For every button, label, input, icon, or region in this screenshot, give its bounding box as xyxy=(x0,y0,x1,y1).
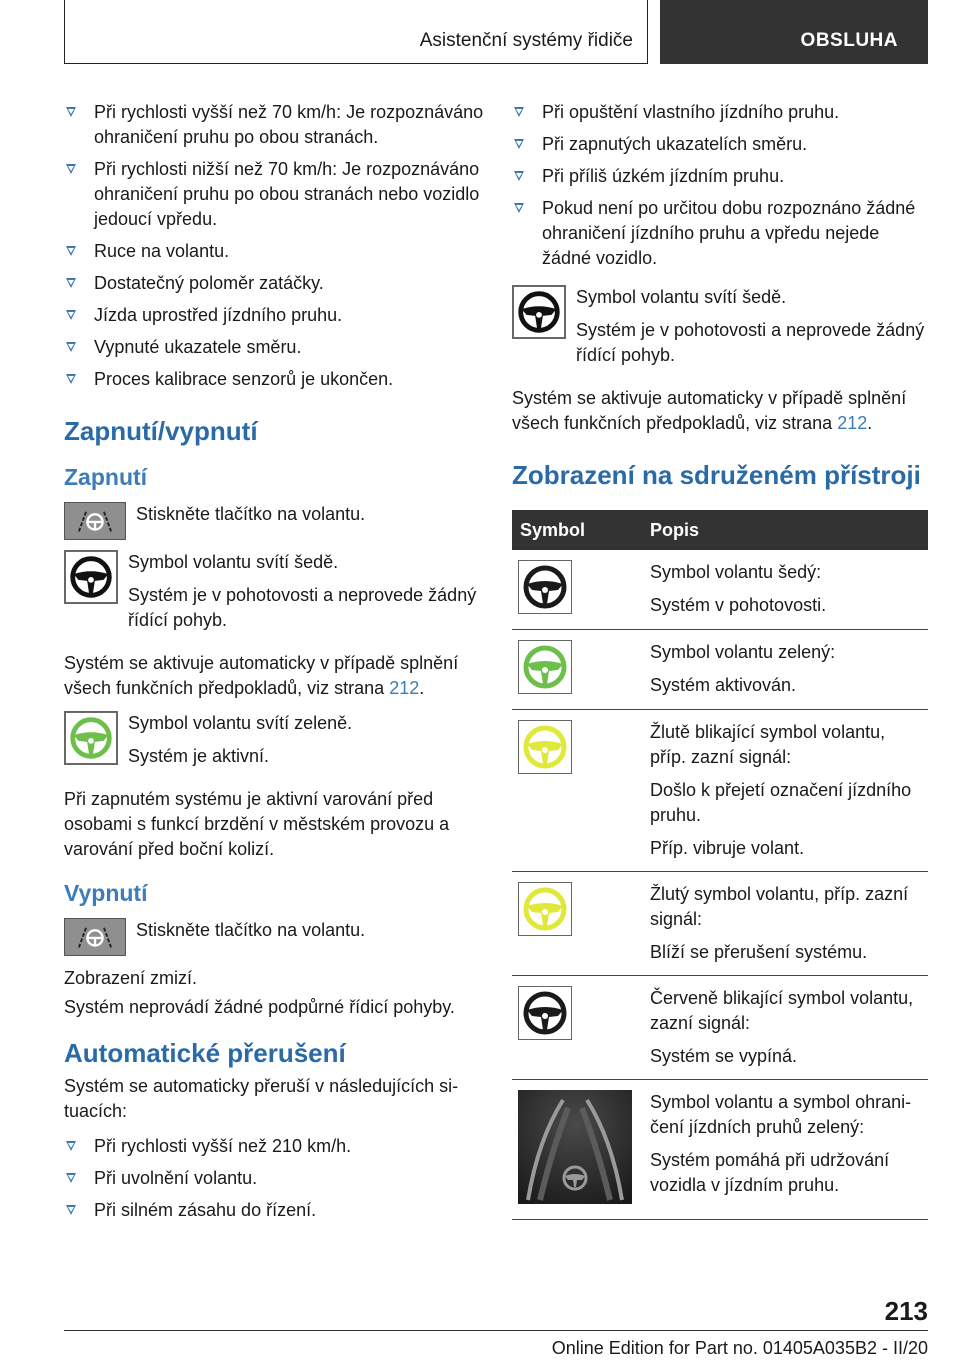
list-item: Ruce na volantu. xyxy=(64,239,484,264)
triangle-bullet-icon xyxy=(66,1173,76,1183)
auto-activation-text: Systém se aktivuje automaticky v případě splnění všech funkčních předpokladů, viz strana 212. xyxy=(64,653,459,698)
symbol-cell xyxy=(512,710,642,872)
steering-wheel-grey-icon xyxy=(512,285,566,339)
list-item: Při opuštění vlastního jízdního pruhu. xyxy=(512,100,928,125)
description-cell: Symbol volantu a symbol ohraničení jízdních pruhů zelený: Systém pomáhá při udržování vozidla v jízdním pruhu. xyxy=(642,1080,928,1220)
triangle-bullet-icon xyxy=(66,246,76,256)
edition-footer: Online Edition for Part no. 01405A035B2 - II/20 xyxy=(551,1338,928,1358)
grey-wheel-text-1: Symbol volantu svítí šedě. xyxy=(576,287,787,307)
list-item: Při rychlosti vyšší než 210 km/h. xyxy=(64,1134,484,1159)
list-item: Proces kalibrace senzorů je ukončen. xyxy=(64,367,484,392)
triangle-bullet-icon xyxy=(514,171,524,181)
triangle-bullet-icon xyxy=(66,278,76,288)
green-wheel-text-1: Symbol volantu svítí zeleně. xyxy=(128,713,353,733)
chapter-title: Asistenční systémy řidiče xyxy=(419,30,633,51)
list-item: Při zapnutých ukazatelích směru. xyxy=(512,132,928,157)
table-row xyxy=(512,710,928,872)
conditions-list xyxy=(64,100,484,392)
heading-auto-interrupt: Automatické přerušení xyxy=(64,1038,346,1068)
section-title: OBSLUHA xyxy=(800,30,898,51)
heading-display: Zobrazení na sdruženém přístroji xyxy=(512,460,921,490)
description-cell: Symbol volantu šedý: Systém v pohotovosti. xyxy=(642,550,928,630)
symbol-cell xyxy=(512,1080,642,1220)
off-text-2: Systém neprovádí žádné podpůrné řídicí pohyby. xyxy=(64,997,455,1017)
list-item: Při rychlosti nižší než 70 km/h: Je rozpoznáváno ohraničení pruhu po obou stranách nebo vozidlo jedoucí vpředu. xyxy=(64,157,484,232)
interrupt-list xyxy=(64,1134,484,1223)
off-button-text: Stiskněte tlačítko na volantu. xyxy=(136,920,366,940)
symbol-cell xyxy=(512,630,642,710)
triangle-bullet-icon xyxy=(514,139,524,149)
table-row xyxy=(512,1080,928,1220)
triangle-bullet-icon xyxy=(66,342,76,352)
steering-wheel-grey-icon xyxy=(518,560,572,614)
triangle-bullet-icon xyxy=(66,107,76,117)
triangle-bullet-icon xyxy=(66,164,76,174)
symbol-cell xyxy=(512,550,642,630)
left-column xyxy=(64,100,484,1230)
list-item: Dostatečný poloměr zatáčky. xyxy=(64,271,484,296)
triangle-bullet-icon xyxy=(66,1205,76,1215)
right-column xyxy=(512,100,928,1220)
triangle-bullet-icon xyxy=(514,107,524,117)
steering-wheel-yellow-blinking-icon xyxy=(518,720,572,774)
page-header xyxy=(64,0,928,64)
list-item: Při silném zásahu do řízení. xyxy=(64,1198,484,1223)
page-number: 213 xyxy=(884,1296,928,1326)
symbol-cell xyxy=(512,976,642,1080)
triangle-bullet-icon xyxy=(66,374,76,384)
symbol-cell xyxy=(512,872,642,976)
press-button-text: Stiskněte tlačítko na volantu. xyxy=(136,504,366,524)
grey-wheel-row-right xyxy=(512,285,928,376)
list-item: Při příliš úzkém jízdním pruhu. xyxy=(512,164,928,189)
list-item: Při uvolnění volantu. xyxy=(64,1166,484,1191)
column-header-symbol: Symbol xyxy=(512,510,642,550)
steering-wheel-green-icon xyxy=(64,711,118,765)
table-row xyxy=(512,872,928,976)
grey-wheel-row xyxy=(64,550,484,641)
description-cell: Žlutý symbol volantu, příp. zazní signál: Blíží se přerušení systému. xyxy=(642,872,928,976)
page-reference-link[interactable]: 212 xyxy=(389,678,420,698)
table-row xyxy=(512,630,928,710)
column-header-description: Popis xyxy=(642,510,928,550)
active-warning-text: Při zapnutém systému je aktivní varování před osobami s funkcí brzdění v městském provozu a varování před boční kolizí. xyxy=(64,789,450,859)
header-chapter-box xyxy=(64,0,648,64)
heading-on-off: Zapnutí/vypnutí xyxy=(64,416,258,446)
heading-on: Zapnutí xyxy=(64,464,148,490)
symbol-table xyxy=(512,510,928,1220)
grey-wheel-text-2: Systém je v pohotovosti a neprovede žádný řídící pohyb. xyxy=(128,585,477,630)
auto-activation-text: Systém se aktivuje automaticky v případě splnění všech funkčních předpokladů, viz strana 212. xyxy=(512,388,907,433)
heading-off: Vypnutí xyxy=(64,880,148,906)
interrupt-list-continued xyxy=(512,100,928,271)
green-wheel-text-2: Systém je aktivní. xyxy=(128,746,270,766)
interrupt-text: Systém se automaticky přeruší v následujících situacích: xyxy=(64,1076,459,1121)
lane-assist-button-icon xyxy=(64,918,126,956)
header-section-box xyxy=(660,0,928,64)
description-cell: Žlutě blikající symbol volantu, příp. zazní signál: Došlo k přejetí označení jízdního pruhu. Příp. vibruje volant. xyxy=(642,710,928,872)
list-item: Vypnuté ukazatele směru. xyxy=(64,335,484,360)
description-cell: Červeně blikající symbol volantu, zazní signál: Systém se vypíná. xyxy=(642,976,928,1080)
off-text-1: Zobrazení zmizí. xyxy=(64,968,198,988)
list-item: Při rychlosti vyšší než 70 km/h: Je rozpoznáváno ohraničení pruhu po obou stranách. xyxy=(64,100,484,150)
table-header-row xyxy=(512,510,928,550)
triangle-bullet-icon xyxy=(514,203,524,213)
triangle-bullet-icon xyxy=(66,1141,76,1151)
triangle-bullet-icon xyxy=(66,310,76,320)
description-cell: Symbol volantu zelený: Systém aktivován. xyxy=(642,630,928,710)
steering-wheel-yellow-icon xyxy=(518,882,572,936)
grey-wheel-text-2: Systém je v pohotovosti a neprovede žádný řídící pohyb. xyxy=(576,320,925,365)
table-row xyxy=(512,550,928,630)
steering-wheel-grey-icon xyxy=(64,550,118,604)
green-wheel-row xyxy=(64,711,484,777)
lane-display-icon xyxy=(518,1090,632,1204)
grey-wheel-text-1: Symbol volantu svítí šedě. xyxy=(128,552,339,572)
table-row xyxy=(512,976,928,1080)
off-button-row xyxy=(64,918,484,956)
footer-divider xyxy=(64,1330,928,1331)
press-button-row xyxy=(64,502,484,540)
list-item: Pokud není po určitou dobu rozpoznáno žádné ohraničení jízdního pruhu a vpředu nejede žádné vozidlo. xyxy=(512,196,928,271)
steering-wheel-green-icon xyxy=(518,640,572,694)
lane-assist-button-icon xyxy=(64,502,126,540)
list-item: Jízda uprostřed jízdního pruhu. xyxy=(64,303,484,328)
page-reference-link[interactable]: 212 xyxy=(837,413,868,433)
steering-wheel-red-blinking-icon xyxy=(518,986,572,1040)
